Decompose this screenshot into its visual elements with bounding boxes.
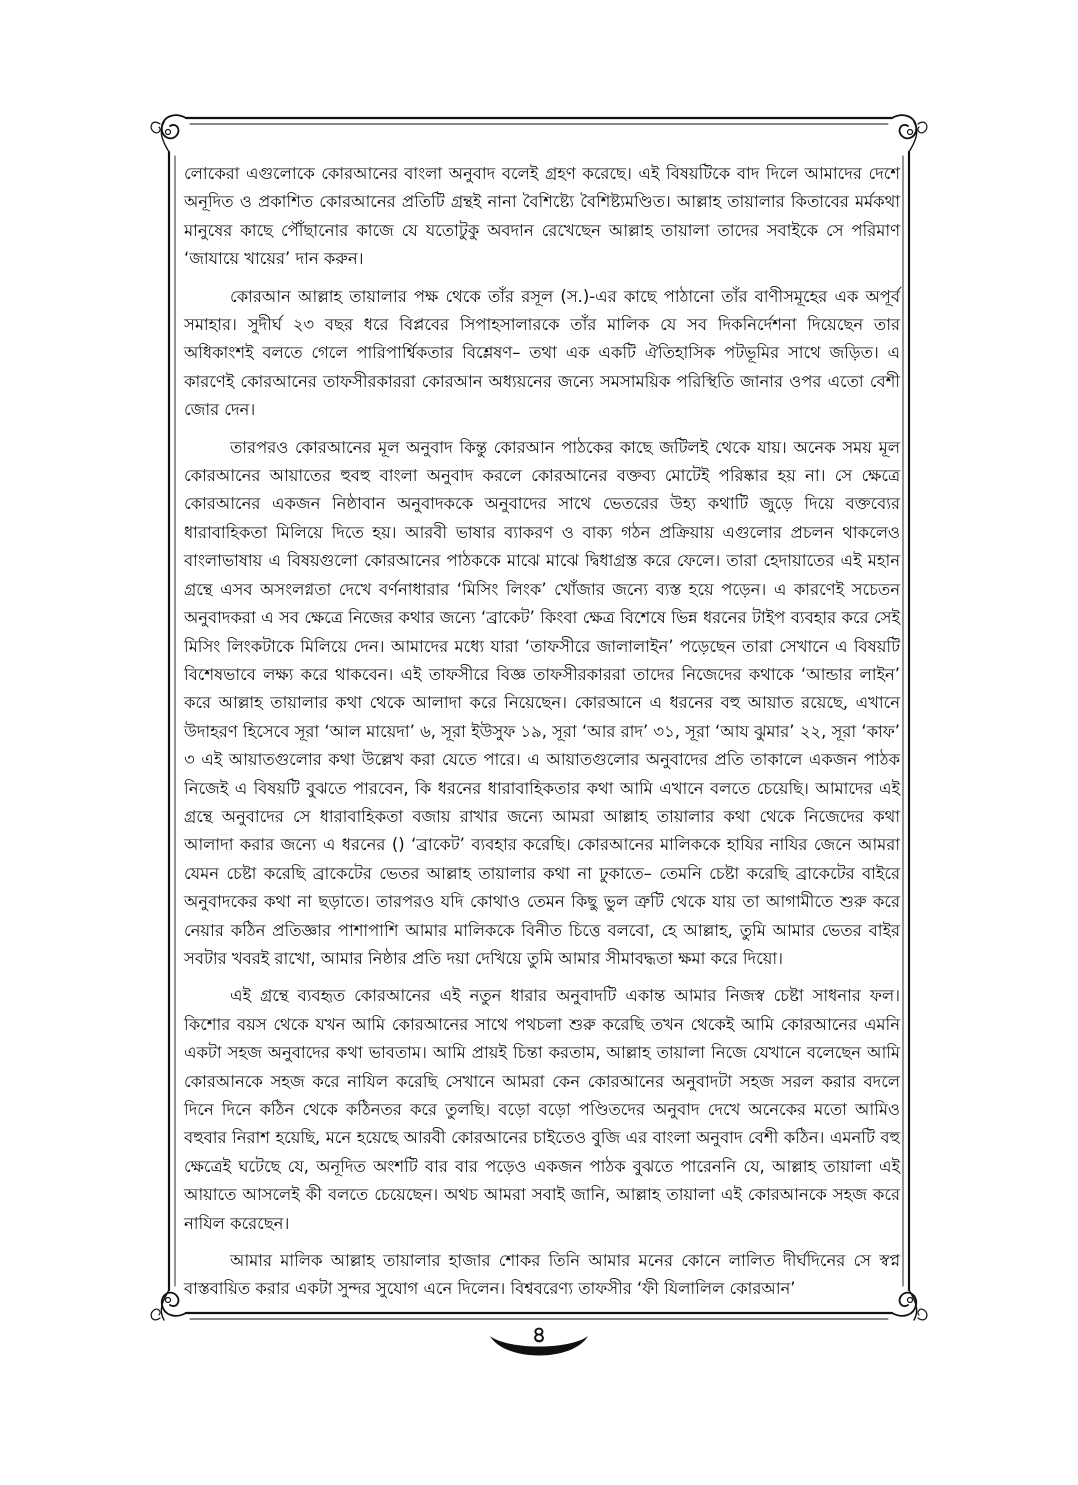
paragraph-1: লোকেরা এগুলোকে কোরআনের বাংলা অনুবাদ বলেই গ্রহণ করেছে। এই বিষয়টিকে বাদ দিলে আমাদের দেশে অনূদিত ও প্রকাশিত কোরআনের প্রতিটি গ্রন্থই নানা বৈশিষ্ট্যে বৈশিষ্ট্যমণ্ডিত। আল্লাহ তায়ালার কিতাবের মর্মকথা মানুষের কাছে পৌঁছানোর কাজে যে যতোটুকু অবদান রেখেছেন আল্লাহ তায়ালা তাদের সবাইকে সে পরিমাণ ‘জাযায়ে খায়ের’ দান করুন।	[184, 164, 900, 269]
page-number: ৪	[531, 1322, 547, 1348]
paragraph-4: এই গ্রন্থে ব্যবহৃত কোরআনের এই নতুন ধারার অনুবাদটি একান্ত আমার নিজস্ব চেষ্টা সাধনার ফল। কিশোর বয়স থেকে যখন আমি কোরআনের সাথে পথচলা শুরু করেছি তখন থেকেই আমি কোরআনের এমনি একটা সহজ অনুবাদের কথা ভাবতাম। আমি প্রায়ই চিন্তা করতাম, আল্লাহ তায়ালা নিজে যেখানে বলেছেন আমি কোরআনকে সহজ করে নাযিল করেছি সেখানে আমরা কেন কোরআনের অনুবাদটা সহজ সরল করার বদলে দিনে দিনে কঠিন থেকে কঠিনতর করে তুলছি। বড়ো বড়ো পণ্ডিতদের অনুবাদ দেখে অনেকের মতো আমিও বহুবার নিরাশ হয়েছি, মনে হয়েছে আরবী কোরআনের চাইতেও বুজি এর বাংলা অনুবাদ বেশী কঠিন। এমনটি বহু ক্ষেত্রেই ঘটেছে যে, অনূদিত অংশটি বার বার পড়েও একজন পাঠক বুঝতে পারেননি যে, আল্লাহ তায়ালা এই আয়াতে আসলেই কী বলতে চেয়েছেন। অথচ আমরা সবাই জানি, আল্লাহ তায়ালা এই কোরআনকে সহজ করে নাযিল করেছেন।	[184, 986, 900, 1233]
paragraph-5: আমার মালিক আল্লাহ তায়ালার হাজার শোকর তিনি আমার মনের কোনে লালিত দীর্ঘদিনের সে স্বপ্ন বাস্তবায়িত করার একটা সুন্দর সুযোগ এনে দিলেন। বিশ্ববরেণ্য তাফসীর ‘ফী যিলালিল কোরআন’	[184, 1251, 900, 1299]
paragraph-2: কোরআন আল্লাহ তায়ালার পক্ষ থেকে তাঁর রসূল (স.)-এর কাছে পাঠানো তাঁর বাণীসমূহের এক অপূর্ব সমাহার। সুদীর্ঘ ২৩ বছর ধরে বিপ্লবের সিপাহসালারকে তাঁর মালিক যে সব দিকনির্দেশনা দিয়েছেন তার অধিকাংশই বলতে গেলে পারিপার্শ্বিকতার বিশ্লেষণ– তথা এক একটি ঐতিহাসিক পটভূমির সাথে জড়িত। এ কারণেই কোরআনের তাফসীরকাররা কোরআন অধ্যয়নের জন্যে সমসাময়িক পরিস্থিতি জানার ওপর এতো বেশী জোর দেন।	[184, 286, 900, 420]
paragraph-3: তারপরও কোরআনের মূল অনুবাদ কিন্তু কোরআন পাঠকের কাছে জটিলই থেকে যায়। অনেক সময় মূল কোরআনের আয়াতের হুবহু বাংলা অনুবাদ করলে কোরআনের বক্তব্য মোটেই পরিষ্কার হয় না। সে ক্ষেত্রে কোরআনের একজন নিষ্ঠাবান অনুবাদককে অনুবাদের সাথে ভেতরের উহ্য কথাটি জুড়ে দিয়ে বক্তব্যের ধারাবাহিকতা মিলিয়ে দিতে হয়। আরবী ভাষার ব্যাকরণ ও বাক্য গঠন প্রক্রিয়ায় এগুলোর প্রচলন থাকলেও বাংলাভাষায় এ বিষয়গুলো কোরআনের পাঠককে মাঝে মাঝে দ্বিধাগ্রস্ত করে ফেলে। তারা হেদায়াতের এই মহান গ্রন্থে এসব অসংলগ্নতা দেখে বর্ণনাধারার ‘মিসিং লিংক’ খোঁজার জন্যে ব্যস্ত হয়ে পড়েন। এ কারণেই সচেতন অনুবাদকরা এ সব ক্ষেত্রে নিজের কথার জন্যে ‘ব্রাকেট’ কিংবা ক্ষেত্র বিশেষে ভিন্ন ধরনের টাইপ ব্যবহার করে সেই মিসিং লিংকটাকে মিলিয়ে দেন। আমাদের মধ্যে যারা ‘তাফসীরে জালালাইন’ পড়েছেন তারা সেখানে এ বিষয়টি বিশেষভাবে লক্ষ্য করে থাকবেন। এই তাফসীরে বিজ্ঞ তাফসীরকাররা তাদের নিজেদের কথাকে ‘আন্ডার লাইন’ করে আল্লাহ তায়ালার কথা থেকে আলাদা করে নিয়েছেন। কোরআনে এ ধরনের বহু আয়াত রয়েছে, এখানে উদাহরণ হিসেবে সূরা ‘আল মায়েদা’ ৬, সূরা ইউসুফ ১৯, সূরা ‘আর রাদ’ ৩১, সূরা ‘আয ঝুমার’ ২২, সূরা ‘কাফ’ ৩ এই আয়াতগুলোর কথা উল্লেখ করা যেতে পারে। এ আয়াতগুলোর অনুবাদের প্রতি তাকালে একজন পাঠক নিজেই এ বিষয়টি বুঝতে পারবেন, কি ধরনের ধারাবাহিকতার কথা আমি এখানে বলতে চেয়েছি। আমাদের এই গ্রন্থে অনুবাদের সে ধারাবাহিকতা বজায় রাখার জন্যে আমরা আল্লাহ তায়ালার কথা থেকে নিজেদের কথা আলাদা করার জন্যে এ ধরনের () ‘ব্রাকেট’ ব্যবহার করেছি। কোরআনের মালিককে হাযির নাযির জেনে আমরা যেমন চেষ্টা করেছি ব্রাকেটের ভেতর আল্লাহ তায়ালার কথা না ঢুকাতে– তেমনি চেষ্টা করেছি ব্রাকেটের বাইরে অনুবাদকের কথা না ছড়াতে। তারপরও যদি কোথাও তেমন কিছু ভুল ত্রুটি থেকে যায় তা আগামীতে শুরু করে নেয়ার কঠিন প্রতিজ্ঞার পাশাপাশি আমার মালিককে বিনীত চিত্তে বলবো, হে আল্লাহ, তুমি আমার ভেতর বাইর সবটার খবরই রাখো, আমার নিষ্ঠার প্রতি দয়া দেখিয়ে তুমি আমার সীমাবদ্ধতা ক্ষমা করে দিয়ো।	[184, 437, 900, 968]
body-text	[184, 160, 900, 1313]
